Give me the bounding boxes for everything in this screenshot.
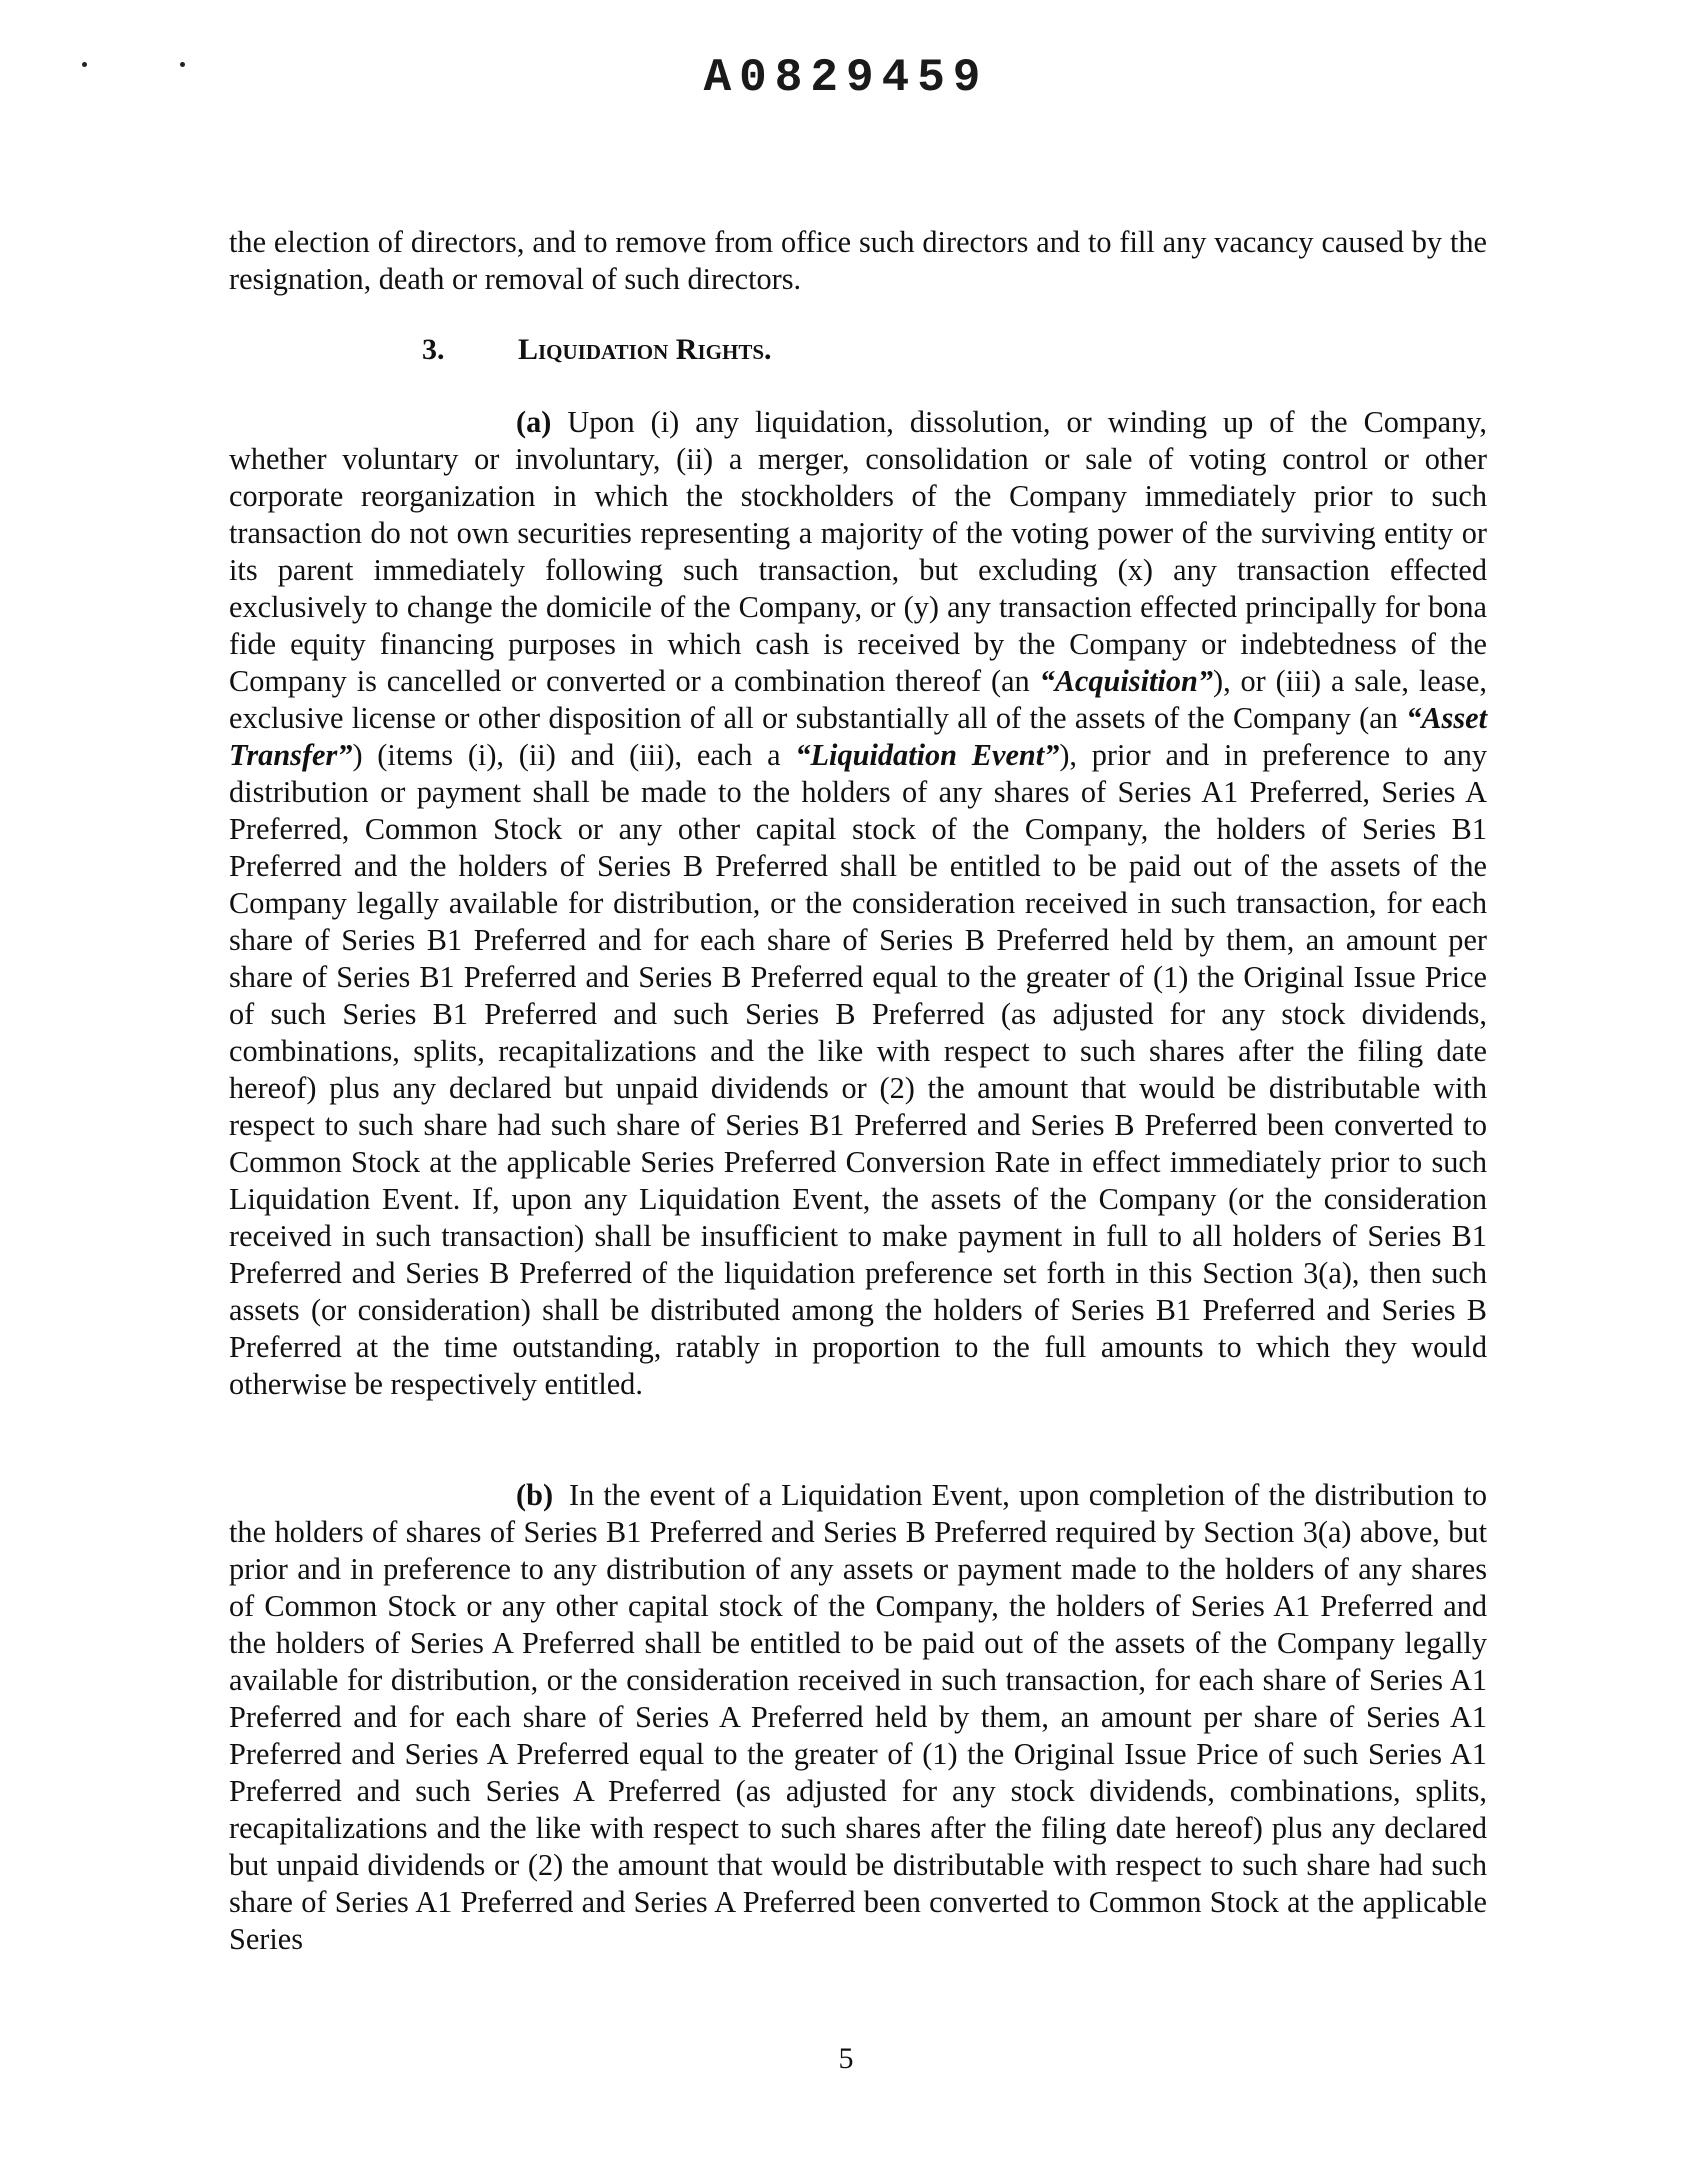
section-title: Liquidation Rights. bbox=[518, 333, 772, 366]
paragraph-a bbox=[229, 404, 1487, 1403]
defined-term-liquidation-event: “Liquidation Event” bbox=[795, 738, 1060, 772]
paragraph-b-text: In the event of a Liquidation Event, upon completion of the distribution to the holders of shares of Series B1 Preferred and Series B Preferred required by Section 3(a) above, but prior and in preference to any distribution of any assets or payment made to the holders of any shares of Common Stock or any other capital stock of the Company, the holders of Series A1 Preferred and the holders of Series A Preferred shall be entitled to be paid out of the assets of the Company legally available for distribution, or the consideration received in such transaction, for each share of Series A1 Preferred and for each share of Series A Preferred held by them, an amount per share of Series A1 Preferred and Series A Preferred equal to the greater of (1) the Original Issue Price of such Series A1 Preferred and such Series A Preferred (as adjusted for any stock dividends, combinations, splits, recapitalizations and the like with respect to such shares after the filing date hereof) plus any declared but unpaid dividends or (2) the amount that would be distributable with respect to such share had such share of Series A1 Preferred and Series A Preferred been converted to Common Stock at the applicable Series bbox=[229, 1478, 1487, 1956]
section-heading bbox=[422, 333, 772, 367]
page-number: 5 bbox=[838, 2042, 854, 2075]
section-number: 3. bbox=[422, 333, 445, 366]
defined-term-asset-transfer: “Asset Transfer” bbox=[229, 701, 1487, 772]
paragraph-a-text-3: ) (items (i), (ii) and (iii), each a bbox=[352, 738, 796, 772]
document-id-header: A0829459 bbox=[703, 52, 989, 104]
paragraph-a-text-4: ), prior and in preference to any distribution or payment shall be made to the holders of any shares of Series A1 Preferred, Series A Preferred, Common Stock or any other capital stock of the Company, the holders of Series B1 Preferred and the holders of Series B Preferred shall be entitled to be paid out of the assets of the Company legally available for distribution, or the consideration received in such transaction, for each share of Series B1 Preferred and for each share of Series B Preferred held by them, an amount per share of Series B1 Preferred and Series B Preferred equal to the greater of (1) the Original Issue Price of such Series B1 Preferred and such Series B Preferred (as adjusted for any stock dividends, combinations, splits, recapitalizations and the like with respect to such shares after the filing date hereof) plus any declared but unpaid dividends or (2) the amount that would be distributable with respect to such share had such share of Series B1 Preferred and Series B Preferred been converted to Common Stock at the applicable Series Preferred Conversion Rate in effect immediately prior to such Liquidation Event. If, upon any Liquidation Event, the assets of the Company (or the consideration received in such transaction) shall be insufficient to make payment in full to all holders of Series B1 Preferred and Series B Preferred of the liquidation preference set forth in this Section 3(a), then such assets (or consideration) shall be distributed among the holders of Series B1 Preferred and Series B Preferred at the time outstanding, ratably in proportion to the full amounts to which they would otherwise be respectively entitled. bbox=[229, 738, 1488, 1401]
defined-term-acquisition: “Acquisition” bbox=[1039, 664, 1213, 698]
paragraph-a-text-1: Upon (i) any liquidation, dissolution, or winding up of the Company, whether voluntary or involuntary, (ii) a merger, consolidation or sale of voting control or other corporate reorganization in which the stockholders of the Company immediately prior to such transaction do not own securities representing a majority of the voting power of the surviving entity or its parent immediately following such transaction, but excluding (x) any transaction effected exclusively to change the domicile of the Company, or (y) any transaction effected principally for bona fide equity financing purposes in which cash is received by the Company or indebtedness of the Company is cancelled or converted or a combination thereof (an bbox=[229, 405, 1487, 698]
paragraph-a-label: (a) bbox=[516, 405, 552, 439]
paragraph-continuation: the election of directors, and to remove from office such directors and to fill any vacancy caused by the resignation, death or removal of such directors. bbox=[229, 225, 1487, 296]
paragraph-a-text-2: ), or (iii) a sale, lease, exclusive license or other disposition of all or substantially all of the assets of the Company (an bbox=[229, 664, 1487, 735]
paragraph-b bbox=[229, 1477, 1487, 1958]
paragraph-b-label: (b) bbox=[516, 1478, 554, 1512]
